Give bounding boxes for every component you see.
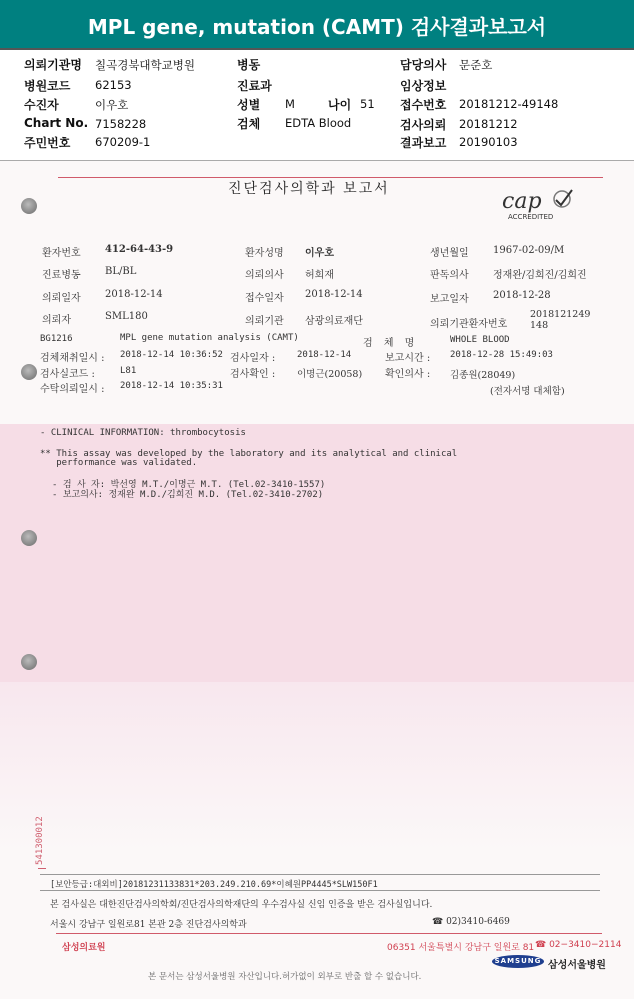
value-age: 51 [360, 97, 375, 111]
label-age: 나이 [328, 98, 352, 112]
label-department: 진료과 [237, 79, 272, 93]
value-receipt-number: 20181212-49148 [459, 97, 559, 111]
label-reading-doctor: 판독의사 [430, 270, 469, 281]
cap-sub: ACCREDITED [508, 213, 554, 221]
label-consignment-time: 수탁의뢰일시 : [40, 384, 105, 395]
value-requesting-doctor: 허희재 [305, 270, 334, 281]
lab-address: 서울시 강남구 일원로81 본관 2층 진단검사의학과 [50, 920, 247, 930]
value-hospital-code: 62153 [95, 78, 132, 92]
label-receipt-number: 접수번호 [400, 98, 447, 112]
footer-red-rule [56, 933, 602, 934]
report-title: MPL gene, mutation (CAMT) 검사결과보고서 [87, 15, 547, 39]
samsung-logo-text: SAMSUNG [494, 957, 542, 965]
value-birth-date: 1967-02-09/M [493, 245, 565, 256]
label-hospital-code: 병원코드 [24, 79, 71, 93]
label-chart-no: Chart No. [24, 116, 89, 130]
punch-hole-3 [21, 530, 37, 546]
label-requesting-institution: 의뢰기관명 [24, 58, 82, 72]
clinical-info: - CLINICAL INFORMATION: thrombocytosis [40, 428, 246, 438]
lab-report-title: 진단검사의학과 보고서 [228, 181, 390, 197]
crop-mark [38, 868, 46, 869]
label-patient-name: 환자성명 [245, 248, 284, 259]
tester-line: - 검 사 자: 박선영 M.T./이명근 M.T. (Tel.02-3410-1557) [52, 480, 326, 490]
label-attending-doctor: 담당의사 [400, 58, 447, 72]
label-specimen-name: 검 체 명 [363, 338, 419, 349]
footer-rule-2 [40, 890, 600, 891]
value-confirming-doctor: 김종원(28049) [450, 370, 516, 381]
value-patient-number: 412-64-43-9 [105, 244, 174, 255]
value-requesting-institution: 칠곡경북대학교병원 [95, 58, 195, 72]
footer-note: 본 문서는 삼성서울병원 자산입니다.허가없이 외부로 반출 할 수 없습니다. [148, 972, 422, 982]
label-birth-date: 생년월일 [430, 248, 469, 259]
value-resident-number: 670209-1 [95, 135, 151, 149]
value-requesting-institution-paper: 삼광의료재단 [305, 316, 363, 327]
label-result-report: 결과보고 [400, 136, 447, 150]
security-line: [보안등급:대외비]20181231133831*203.249.210.69*이혜원PP4445*SLW150F1 [50, 880, 378, 890]
footer-address: 06351 서울특별시 강남구 일원로 81 [387, 943, 535, 953]
samsung-logo [492, 955, 544, 968]
label-test-date: 검사일자 : [230, 353, 276, 364]
label-patient-number: 환자번호 [42, 248, 81, 259]
label-ward-paper: 진료병동 [42, 270, 81, 281]
label-resident-number: 주민번호 [24, 136, 71, 150]
footer-brand: 삼성의료원 [62, 943, 106, 953]
cap-accredited-logo [500, 186, 580, 222]
label-collection-time: 검체채취일시 : [40, 353, 105, 364]
test-code: BG1216 [40, 334, 73, 344]
esign-note: (전자서명 대체함) [490, 386, 565, 397]
value-report-date: 2018-12-28 [493, 290, 551, 301]
assay-note-line-2: performance was validated. [40, 458, 198, 468]
punch-hole-1 [21, 198, 37, 214]
value-requester: SML180 [105, 311, 148, 322]
value-lab-code: L81 [120, 366, 137, 376]
label-test-confirmer: 검사확인 : [230, 369, 276, 380]
footer-rule-1 [40, 874, 600, 875]
test-name: MPL gene mutation analysis (CAMT) [120, 333, 299, 343]
label-report-time: 보고시간 : [385, 353, 431, 364]
value-receipt-date: 2018-12-14 [305, 289, 363, 300]
header-bar [0, 0, 634, 50]
pink-band-fade [0, 682, 634, 852]
punch-hole-2 [21, 364, 37, 380]
value-test-date: 2018-12-14 [297, 350, 352, 360]
label-institution-patient-number: 의뢰기관환자번호 [430, 319, 508, 330]
label-report-date: 보고일자 [430, 294, 469, 305]
footer-phone: ☎ 02−3410−2114 [535, 940, 622, 950]
value-patient: 이우호 [95, 98, 129, 112]
value-patient-name: 이우호 [305, 248, 334, 259]
label-confirming-doctor: 확인의사 : [385, 369, 431, 380]
value-report-time: 2018-12-28 15:49:03 [450, 350, 553, 360]
value-result-report: 20190103 [459, 135, 518, 149]
reporter-line: - 보고의사: 정재완 M.D./김희진 M.D. (Tel.02-3410-2702) [52, 490, 324, 500]
value-institution-patient-number: 2018121249148 [530, 309, 591, 331]
label-patient: 수진자 [24, 98, 59, 112]
value-collection-time: 2018-12-14 10:36:52 [120, 350, 223, 360]
cap-word: cap [502, 189, 542, 214]
label-request-date: 의뢰일자 [42, 293, 81, 304]
value-ward-paper: BL/BL [105, 266, 137, 277]
label-receipt-date: 접수일자 [245, 293, 284, 304]
value-chart-no: 7158228 [95, 117, 147, 131]
label-requester: 의뢰자 [42, 315, 71, 326]
value-sex: M [285, 97, 295, 111]
value-request-date: 2018-12-14 [105, 289, 163, 300]
label-sex: 성별 [237, 98, 261, 112]
punch-hole-4 [21, 654, 37, 670]
label-requesting-institution-paper: 의뢰기관 [245, 316, 284, 327]
label-ward: 병동 [237, 58, 261, 72]
value-specimen-name: WHOLE BLOOD [450, 335, 510, 345]
vertical-code-text: 541300012 [35, 816, 45, 865]
assay-note-line-1: ** This assay was developed by the laboratory and its analytical and clinical [40, 449, 458, 459]
value-test-confirmer: 이명근(20058) [297, 369, 363, 380]
value-attending-doctor: 문준호 [459, 58, 493, 72]
vertical-code [33, 790, 45, 865]
hospital-logo: 삼성서울병원 [548, 960, 606, 971]
value-consignment-time: 2018-12-14 10:35:31 [120, 381, 223, 391]
lab-phone: ☎ 02)3410-6469 [432, 917, 510, 927]
label-lab-code: 검사실코드 : [40, 369, 95, 380]
label-clinical-info: 임상정보 [400, 79, 447, 93]
value-specimen: EDTA Blood [285, 116, 352, 130]
value-test-request: 20181212 [459, 117, 518, 131]
label-test-request: 검사의뢰 [400, 118, 447, 132]
certification-note: 본 검사실은 대한진단검사의학회/진단검사의학재단의 우수검사실 신임 인증을 받은 검사실입니다. [50, 900, 433, 910]
label-requesting-doctor: 의뢰의사 [245, 270, 284, 281]
value-reading-doctor: 정재완/김희진/김희진 [493, 270, 587, 281]
label-specimen: 검체 [237, 117, 261, 131]
